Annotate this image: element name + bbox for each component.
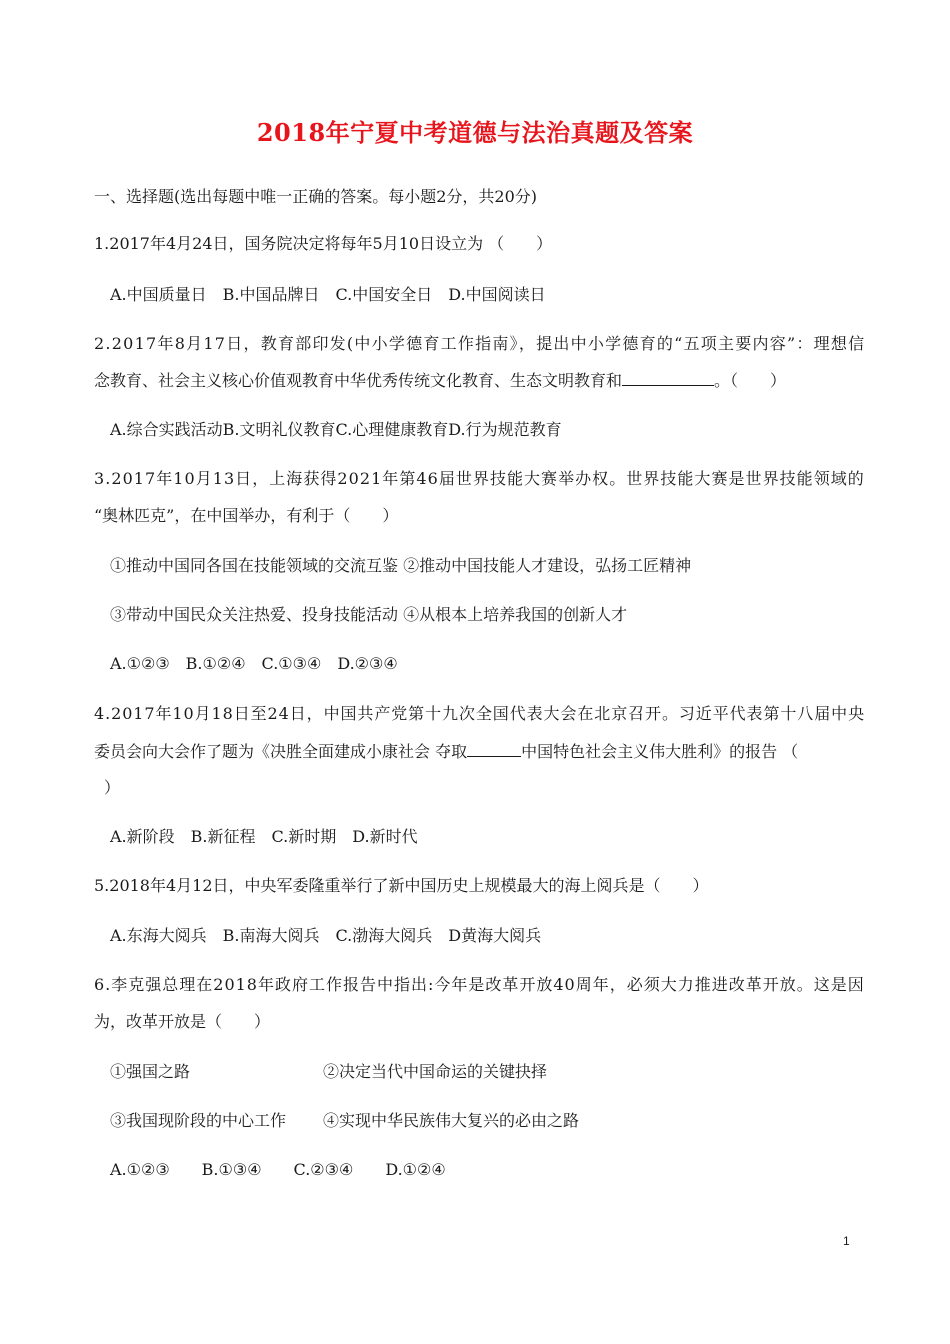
question-3-stem-line-1: 3.2017年10月13日，上海获得2021年第46届世界技能大赛举办权。世界技能大赛是世界技能领域的 <box>94 469 865 488</box>
question-1-stem: 1.2017年4月24日，国务院决定将每年5月10日设立为 （ ） <box>94 234 553 253</box>
question-3-stem-line-2: “奥林匹克”，在中国举办，有利于（ ） <box>94 506 399 525</box>
question-6-statement-4: ④实现中华民族伟大复兴的必由之路 <box>323 1111 580 1130</box>
question-5-options: A.东海大阅兵 B.南海大阅兵 C.渤海大阅兵 D黄海大阅兵 <box>110 926 542 945</box>
question-3-statements-2: ③带动中国民众关注热爱、投身技能活动 ④从根本上培养我国的创新人才 <box>110 605 628 624</box>
question-5-stem: 5.2018年4月12日，中央军委隆重举行了新中国历史上规模最大的海上阅兵是（ ） <box>94 876 709 895</box>
page-number: 1 <box>843 1234 850 1248</box>
question-2-stem-text: 念教育、社会主义核心价值观教育中华优秀传统文化教育、生态文明教育和 <box>94 371 623 390</box>
question-2-options: A.综合实践活动B.文明礼仪教育C.心理健康教育D.行为规范教育 <box>110 420 562 439</box>
question-4-stem-tail: 中国特色社会主义伟大胜利》的报告 （ <box>521 742 799 761</box>
question-4-stem-left <box>94 740 798 763</box>
question-6-stem-line-1: 6.李克强总理在2018年政府工作报告中指出:今年是改革开放40周年，必须大力推进改革开放。这是因 <box>94 975 865 994</box>
answer-blank <box>467 740 521 757</box>
question-2-stem-line-2 <box>94 369 786 392</box>
question-3-statements-1: ①推动中国同各国在技能领域的交流互鉴 ②推动中国技能人才建设，弘扬工匠精神 <box>110 556 692 575</box>
question-6-options: A.①②③ B.①③④ C.②③④ D.①②④ <box>110 1160 446 1179</box>
question-2-stem-line-1: 2.2017年8月17日，教育部印发(中小学德育工作指南》，提出中小学德育的“五项主要内容”：理想信 <box>94 334 866 353</box>
question-4-stem-text: 委员会向大会作了题为《决胜全面建成小康社会 夺取 <box>94 742 468 761</box>
question-2-stem-tail: 。（ ） <box>714 371 787 390</box>
question-1-options: A.中国质量日 B.中国品牌日 C.中国安全日 D.中国阅读日 <box>110 285 546 304</box>
answer-blank <box>622 369 714 386</box>
question-4-stem-line-3: ） <box>104 778 121 797</box>
question-6-statement-2: ②决定当代中国命运的关键抉择 <box>323 1062 548 1081</box>
question-4-options: A.新阶段 B.新征程 C.新时期 D.新时代 <box>110 827 418 846</box>
document-title: 2018年宁夏中考道德与法治真题及答案 <box>256 118 694 147</box>
question-6-statement-3: ③我国现阶段的中心工作 <box>110 1111 287 1130</box>
question-6-stem-line-2: 为，改革开放是（ ） <box>94 1012 271 1031</box>
question-4-stem-line-2 <box>94 740 864 763</box>
question-6-statement-1: ①强国之路 <box>110 1062 191 1081</box>
question-3-options: A.①②③ B.①②④ C.①③④ D.②③④ <box>110 654 398 673</box>
question-4-stem-line-1: 4.2017年10月18日至24日，中国共产党第十九次全国代表大会在北京召开。习近平代表第十八届中央 <box>94 704 865 723</box>
section-header: 一、选择题(选出每题中唯一正确的答案。每小题2分，共20分) <box>94 187 538 206</box>
